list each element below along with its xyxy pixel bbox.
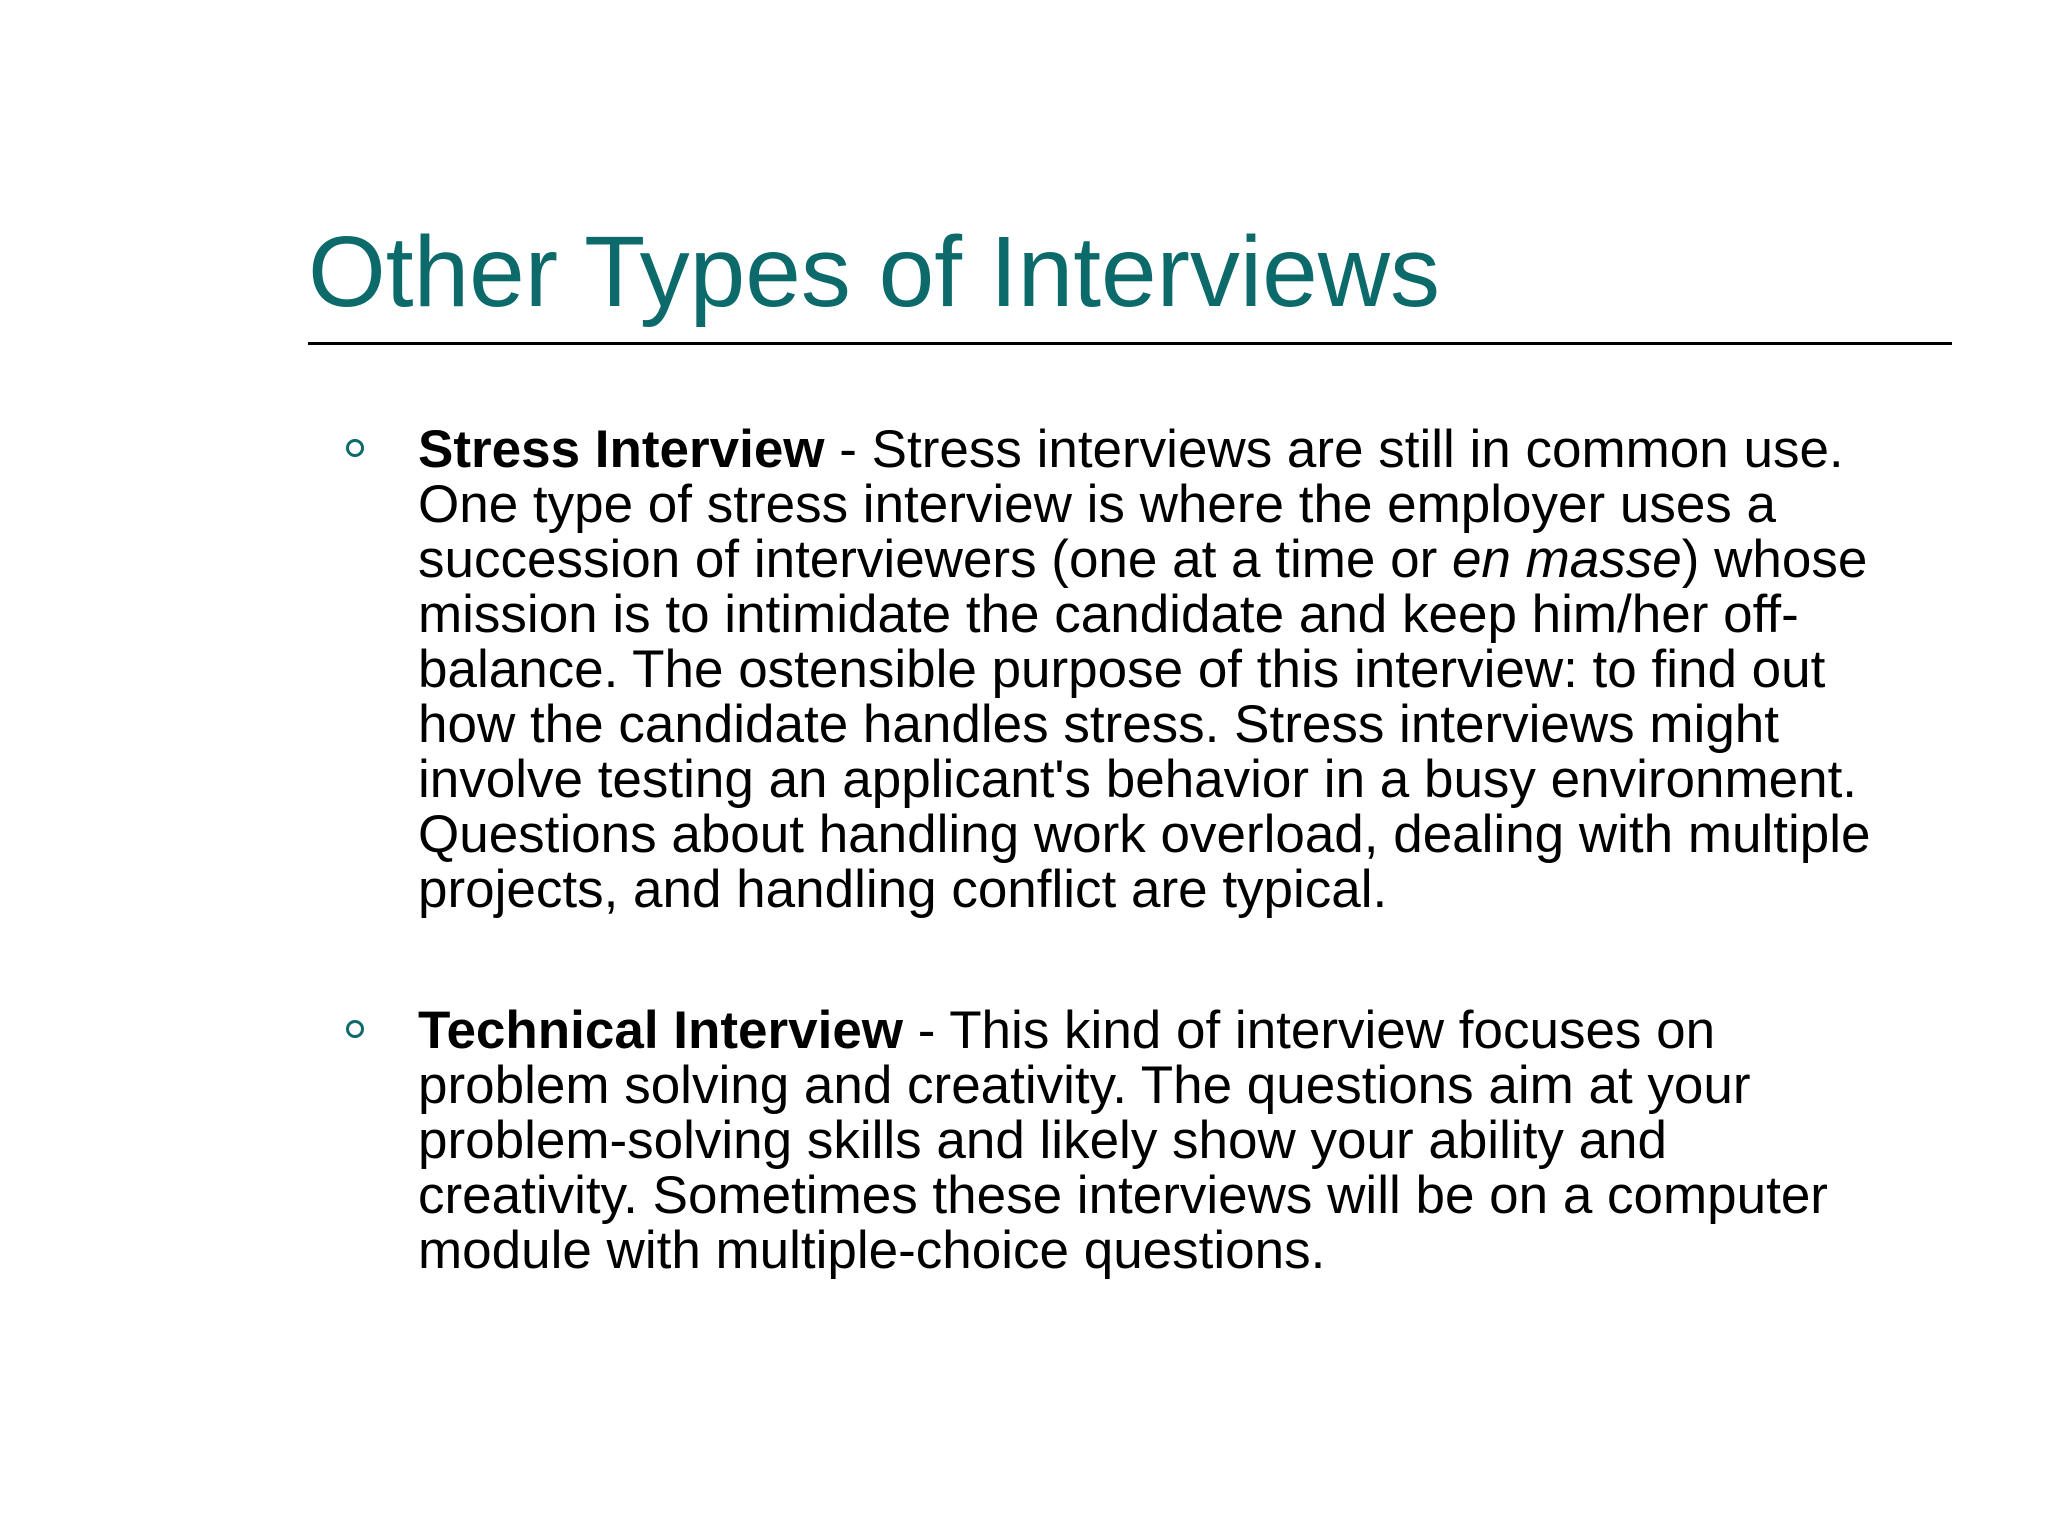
- bullet-body-part: Stress interviews are still in common use. One type of stress interview is where the employer uses a succession of interviewers (one at a time or: [418, 420, 1844, 589]
- bullet-term: Technical Interview: [418, 1001, 904, 1060]
- title-divider: [308, 342, 1952, 345]
- bullet-list: [342, 422, 1882, 1364]
- hollow-circle-bullet-icon: [346, 439, 364, 457]
- bullet-body: This kind of interview focuses on problem solving and creativity. The questions aim at your problem-solving skills and likely show your ability and creativity. Sometimes these interviews will be on a computer module with multiple-choice questions.: [418, 1001, 1828, 1280]
- bullet-separator: -: [824, 420, 872, 479]
- bullet-text: [418, 1003, 1882, 1278]
- bullet-technical-interview: [342, 1003, 1882, 1278]
- bullet-text: [418, 422, 1882, 917]
- bullet-term: Stress Interview: [418, 420, 825, 479]
- hollow-circle-bullet-icon: [346, 1020, 364, 1038]
- bullet-body-part: ) whose mission is to intimidate the candidate and keep him/her off-balance. The ostensible purpose of this interview: to find out how the candidate handles stress. Stress interviews might involve testing an applicant's behavior in a busy environment. Questions about handling work overload, dealing with multiple projects, and handling conflict are typical.: [418, 530, 1871, 919]
- bullet-stress-interview: [342, 422, 1882, 917]
- bullet-italic-phrase: en masse: [1451, 530, 1682, 589]
- bullet-separator: -: [903, 1001, 950, 1060]
- slide-title: Other Types of Interviews: [308, 216, 1440, 328]
